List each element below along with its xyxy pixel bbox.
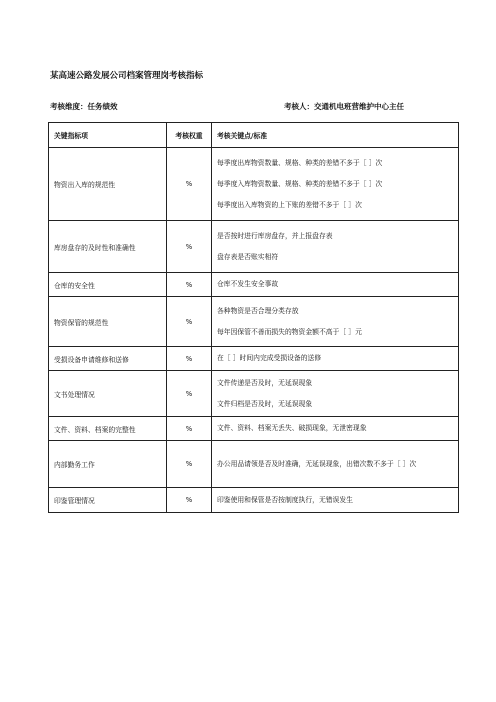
column-header-item: 关键指标项 xyxy=(49,123,167,148)
criteria-line: 每季度出库物资数量、规格、种类的差错不多于［ ］次 xyxy=(217,158,383,167)
criteria-line: 印鉴使用和保管是否按制度执行，无错误发生 xyxy=(217,495,353,504)
kpi-table xyxy=(48,122,459,513)
criteria-line: 各种物资是否合理分类存放 xyxy=(217,306,299,315)
table-row xyxy=(49,221,459,273)
weight-cell: % xyxy=(167,371,212,417)
item-cell: 内部勤务工作 xyxy=(49,441,167,488)
criteria-cell xyxy=(212,488,459,513)
criteria-line: 是否按时进行库房盘存，并上报盘存表 xyxy=(217,231,333,240)
kpi-table-header xyxy=(49,123,459,148)
criteria-cell xyxy=(212,417,459,441)
criteria-line: 每年因保管不善而损失的物资金额不高于［ ］元 xyxy=(217,327,362,336)
criteria-cell xyxy=(212,273,459,297)
criteria-cell xyxy=(212,221,459,273)
criteria-cell xyxy=(212,148,459,221)
assessor-label: 考核人：交通机电班营维护中心主任 xyxy=(284,102,404,111)
table-row xyxy=(49,371,459,417)
item-cell: 物资保管的规范性 xyxy=(49,297,167,347)
item-cell: 文书处理情况 xyxy=(49,371,167,417)
criteria-line: 每季度出入库物资的上下账的差错不多于［ ］次 xyxy=(217,200,362,209)
criteria-cell xyxy=(212,441,459,488)
criteria-line: 在［ ］时间内完成受损设备的送修 xyxy=(217,354,322,362)
weight-cell: % xyxy=(167,273,212,297)
table-row xyxy=(49,347,459,371)
column-header-criteria: 考核关键点/标准 xyxy=(212,123,459,148)
criteria-line: 盘存表是否账实相符 xyxy=(217,252,279,261)
weight-cell: % xyxy=(167,148,212,221)
kpi-table-body xyxy=(49,148,459,513)
table-row xyxy=(49,488,459,513)
criteria-line: 仓库不发生安全事故 xyxy=(217,280,279,288)
weight-cell: % xyxy=(167,417,212,441)
criteria-line: 每季度入库物资数量、规格、种类的差错不多于［ ］次 xyxy=(217,179,383,188)
item-cell: 受损设备申请维修和送修 xyxy=(49,347,167,371)
table-row xyxy=(49,417,459,441)
criteria-cell xyxy=(212,297,459,347)
criteria-line: 办公用品请领是否及时准确，无延误现象，出错次数不多于［ ］次 xyxy=(217,460,417,468)
item-cell: 文件、资料、档案的完整性 xyxy=(49,417,167,441)
criteria-cell xyxy=(212,371,459,417)
criteria-line: 文件归档是否及时，无延误现象 xyxy=(217,399,313,408)
weight-cell: % xyxy=(167,488,212,513)
page-title: 某高速公路发展公司档案管理岗考核指标 xyxy=(50,71,204,81)
table-row xyxy=(49,273,459,297)
header-row xyxy=(49,123,459,148)
item-cell: 库房盘存的及时性和准确性 xyxy=(49,221,167,273)
table-row xyxy=(49,148,459,221)
weight-cell: % xyxy=(167,221,212,273)
weight-cell: % xyxy=(167,347,212,371)
criteria-cell xyxy=(212,347,459,371)
item-cell: 仓库的安全性 xyxy=(49,273,167,297)
table-row xyxy=(49,297,459,347)
criteria-line: 文件、资料、档案无丢失、破损现象，无泄密现象 xyxy=(217,424,367,432)
table-row xyxy=(49,441,459,488)
assessment-dimension: 考核维度：任务绩效 xyxy=(50,102,118,111)
item-cell: 物资出入库的规范性 xyxy=(49,148,167,221)
weight-cell: % xyxy=(167,297,212,347)
criteria-line: 文件传递是否及时，无延误现象 xyxy=(217,378,313,387)
weight-cell: % xyxy=(167,441,212,488)
item-cell: 印鉴管理情况 xyxy=(49,488,167,513)
column-header-weight: 考核权重 xyxy=(167,123,212,148)
